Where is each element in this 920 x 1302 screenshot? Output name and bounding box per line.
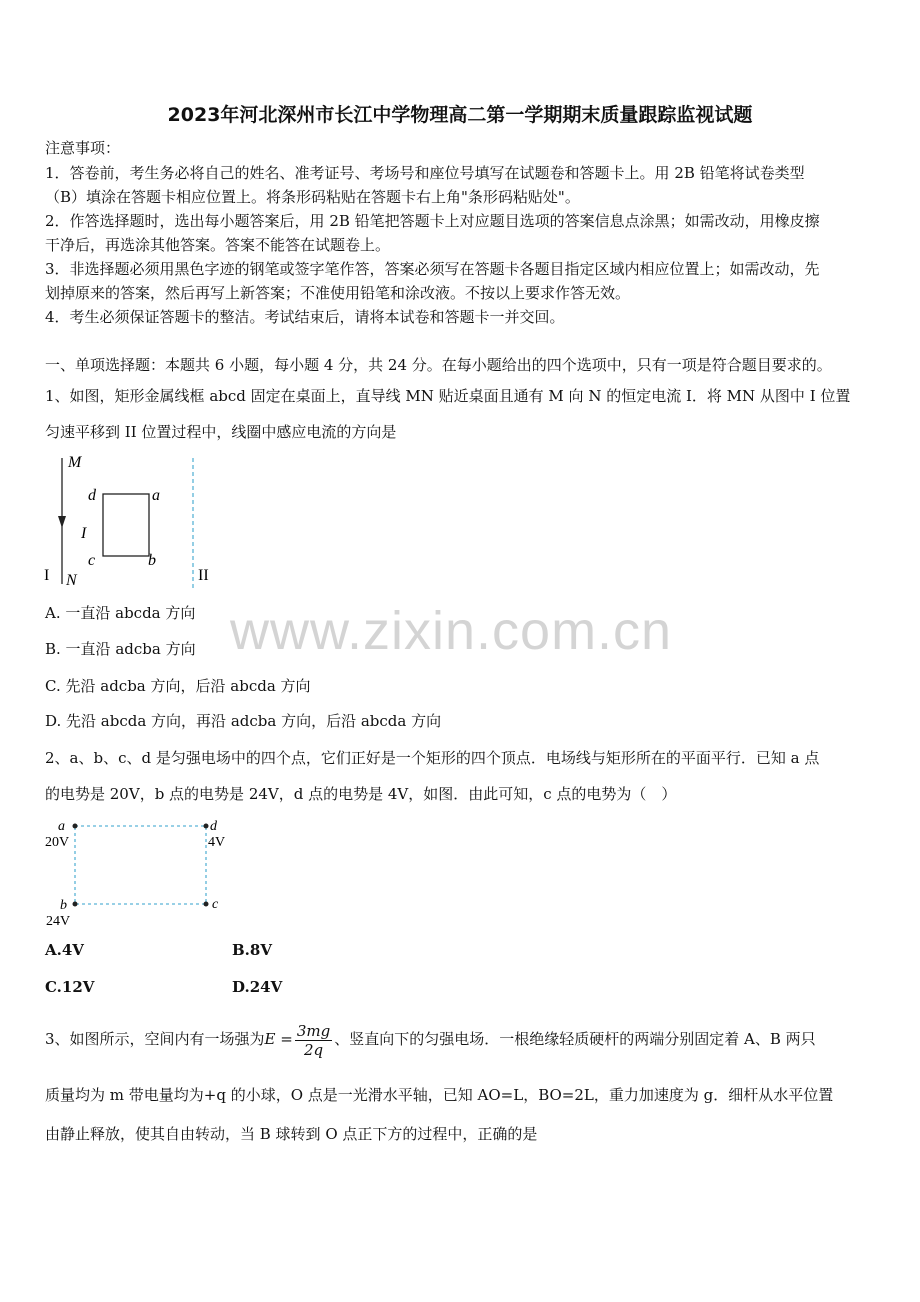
question-2-text: 的电势是 20V，b 点的电势是 24V，d 点的电势是 4V，如图．由此可知，c 点的电势为（ ）: [45, 785, 677, 803]
label-position-II: II: [198, 567, 209, 584]
question-1-option-b: B. 一直沿 adcba 方向: [45, 640, 196, 658]
question-3-suffix: 、竖直向下的匀强电场．一根绝缘轻质硬杆的两端分别固定着 A、B 两只: [334, 1030, 816, 1048]
notice-line: 3．非选择题必须用黑色字迹的钢笔或签字笔作答，答案必须写在答题卡各题目指定区域内相应位置上；如需改动，先: [45, 260, 820, 278]
label-d-potential: 4V: [208, 835, 226, 850]
question-1-text: 匀速平移到 II 位置过程中，线圈中感应电流的方向是: [45, 423, 397, 441]
notice-heading: 注意事项：: [45, 139, 121, 157]
section-heading: 一、单项选择题：本题共 6 小题，每小题 4 分，共 24 分。在每小题给出的四个选项中，只有一项是符合题目要求的。: [45, 356, 832, 374]
label-d: d: [210, 819, 217, 834]
question-2-text: 2、a、b、c、d 是匀强电场中的四个点，它们正好是一个矩形的四个顶点．电场线与矩形所在的平面平行．已知 a 点: [45, 749, 820, 767]
question-1-option-a: A. 一直沿 abcda 方向: [45, 604, 196, 622]
label-a: a: [152, 487, 160, 504]
notice-line: 划掉原来的答案，然后再写上新答案；不准使用铅笔和涂改液。不按以上要求作答无效。: [45, 284, 631, 302]
equation-numerator: 3mg: [296, 1021, 331, 1040]
notice-line: （B）填涂在答题卡相应位置上。将条形码粘贴在答题卡右上角"条形码粘贴处"。: [45, 188, 580, 206]
notice-line: 2．作答选择题时，选出每小题答案后，用 2B 铅笔把答题卡上对应题目选项的答案信息点涂黑；如需改动，用橡皮擦: [45, 212, 820, 230]
equation-lhs: E =: [264, 1030, 293, 1048]
label-b: b: [60, 898, 67, 913]
equation-denominator: 2q: [303, 1040, 324, 1059]
question-1-option-c: C. 先沿 adcba 方向，后沿 abcda 方向: [45, 677, 311, 695]
question-3-text: 质量均为 m 带电量均为+q 的小球，O 点是一光滑水平轴，已知 AO=L，BO=2L，重力加速度为 g．细杆从水平位置: [45, 1086, 834, 1104]
question-2-option-d: D.24V: [232, 978, 283, 996]
question-3-text: 由静止释放，使其自由转动，当 B 球转到 O 点正下方的过程中，正确的是: [45, 1125, 538, 1143]
notice-line: 4．考生必须保证答题卡的整洁。考试结束后，请将本试卷和答题卡一并交回。: [45, 308, 565, 326]
label-N: N: [66, 572, 77, 589]
watermark: www.zixin.com.cn: [230, 601, 673, 661]
label-a: a: [58, 819, 65, 834]
label-current-I: I: [81, 525, 87, 542]
label-b-potential: 24V: [46, 914, 71, 929]
label-c: c: [88, 552, 96, 569]
label-a-potential: 20V: [45, 835, 70, 850]
label-b: b: [148, 552, 156, 569]
question-1-figure: [40, 450, 230, 595]
label-c: c: [212, 897, 219, 912]
label-position-I: I: [44, 567, 50, 584]
label-M: M: [68, 454, 82, 471]
question-2-option-b: B.8V: [232, 941, 272, 959]
question-1-option-d: D. 先沿 abcda 方向，再沿 adcba 方向，后沿 abcda 方向: [45, 712, 442, 730]
notice-line: 干净后，再选涂其他答案。答案不能答在试题卷上。: [45, 236, 391, 254]
question-2-option-a: A.4V: [45, 941, 84, 959]
page-title: 2023年河北深州市长江中学物理高二第一学期期末质量跟踪监视试题: [167, 104, 753, 126]
equation-fraction: [295, 1022, 332, 1059]
label-d: d: [88, 487, 96, 504]
question-2-figure: [40, 815, 240, 930]
question-1-text: 1、如图，矩形金属线框 abcd 固定在桌面上，直导线 MN 贴近桌面且通有 M 向 N 的恒定电流 I．将 MN 从图中 I 位置: [45, 387, 851, 405]
question-3-text: [45, 1019, 881, 1059]
question-3-prefix: 3、如图所示，空间内有一场强为: [45, 1030, 265, 1048]
question-2-option-c: C.12V: [45, 978, 95, 996]
notice-line: 1．答卷前，考生务必将自己的姓名、准考证号、考场号和座位号填写在试题卷和答题卡上。用 2B 铅笔将试卷类型: [45, 164, 805, 182]
